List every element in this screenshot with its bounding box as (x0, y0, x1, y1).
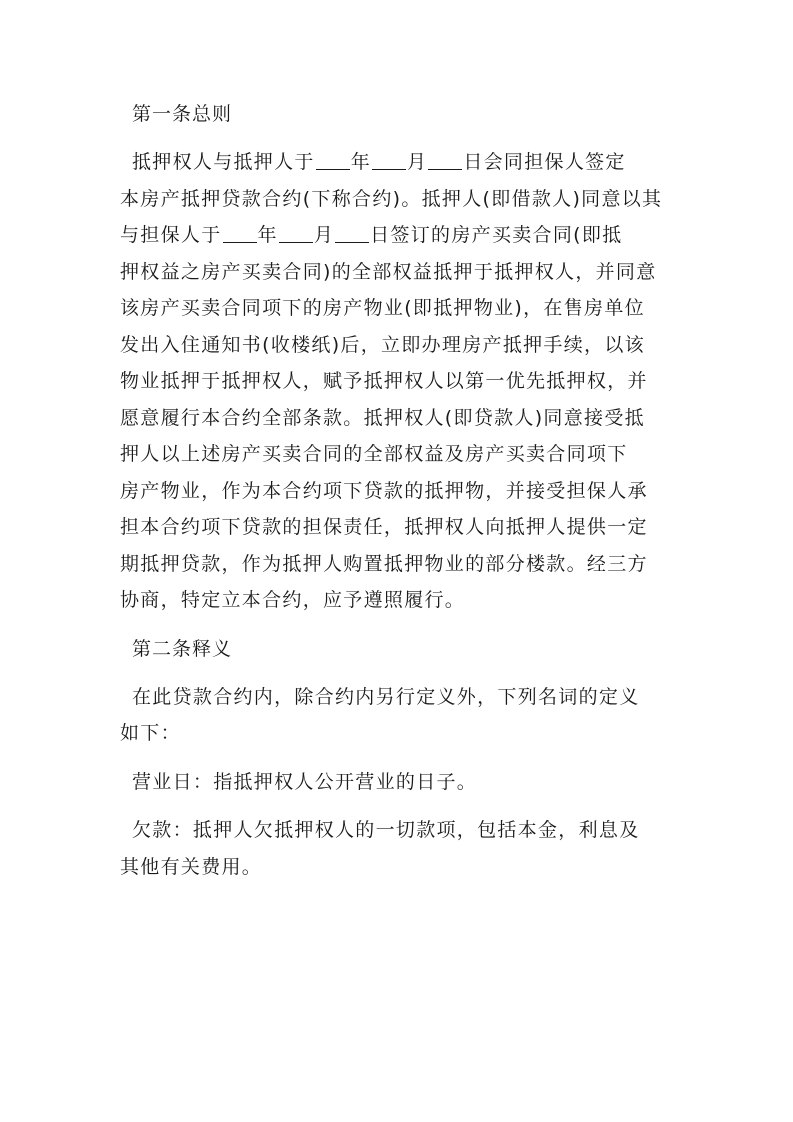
article-2-heading: 第二条释义 (132, 637, 233, 660)
article-1-heading: 第一条总则 (132, 103, 233, 125)
definition-debt (120, 812, 680, 885)
article-1-paragraph (120, 144, 680, 619)
text-segment: 与担保人于 (120, 224, 222, 246)
document-body (120, 96, 680, 897)
paragraph-line: 押人以上述房产买卖合同的全部权益及房产买卖合同项下 (120, 443, 628, 465)
paragraph-line (120, 217, 680, 254)
paragraph-line: 期抵押贷款，作为抵押人购置抵押物业的部分楼款。经三方 (120, 552, 648, 575)
definition-business-day (120, 764, 680, 801)
blank-underline (279, 222, 313, 243)
blank-underline (372, 149, 406, 170)
paragraph-line: 欠款：抵押人欠抵押权人的一切款项，包括本金，利息及 (132, 819, 640, 841)
paragraph-line: 物业抵押于抵押权人，赋予抵押权人以第一优先抵押权，并 (120, 370, 648, 392)
text-segment: 日签订的房产买卖合同(即抵 (370, 224, 623, 246)
paragraph-line: 本房产抵押贷款合约(下称合约)。抵押人(即借款人)同意以其 (120, 187, 663, 210)
blank-underline (428, 149, 462, 170)
paragraph-line: 押权益之房产买卖合同)的全部权益抵押于抵押权人，并同意 (120, 260, 657, 283)
paragraph-line: 该房产买卖合同项下的房产物业(即抵押物业)，在售房单位 (120, 297, 645, 319)
text-segment: 月 (407, 151, 428, 173)
paragraph-line: 担本合约项下贷款的担保责任，抵押权人向抵押人提供一定 (120, 516, 648, 538)
text-segment: 年 (350, 151, 372, 173)
paragraph-line: 在此贷款合约内，除合约内另行定义外，下列名词的定义 (132, 685, 640, 708)
text-segment: 日会同担保人签定 (463, 151, 626, 173)
paragraph-line: 发出入住通知书(收楼纸)后，立即办理房产抵押手续，以该 (120, 333, 645, 356)
paragraph-line: 愿意履行本合约全部条款。抵押权人(即贷款人)同意接受抵 (120, 406, 645, 429)
article-2-intro (120, 679, 680, 752)
paragraph-line (132, 144, 680, 181)
blank-underline (223, 222, 257, 243)
text-segment: 月 (313, 224, 335, 246)
blank-underline (335, 222, 369, 243)
paragraph-line: 营业日：指抵押权人公开营业的日子。 (132, 770, 478, 793)
blank-underline (316, 149, 350, 170)
paragraph-line: 如下： (120, 722, 181, 744)
paragraph-line: 房产物业，作为本合约项下贷款的抵押物，并接受担保人承 (120, 479, 648, 502)
text-segment: 抵押权人与抵押人于 (132, 151, 315, 173)
paragraph-line: 协商，特定立本合约，应予遵照履行。 (120, 589, 466, 611)
text-segment: 年 (257, 224, 278, 246)
paragraph-line: 其他有关费用。 (120, 855, 263, 878)
